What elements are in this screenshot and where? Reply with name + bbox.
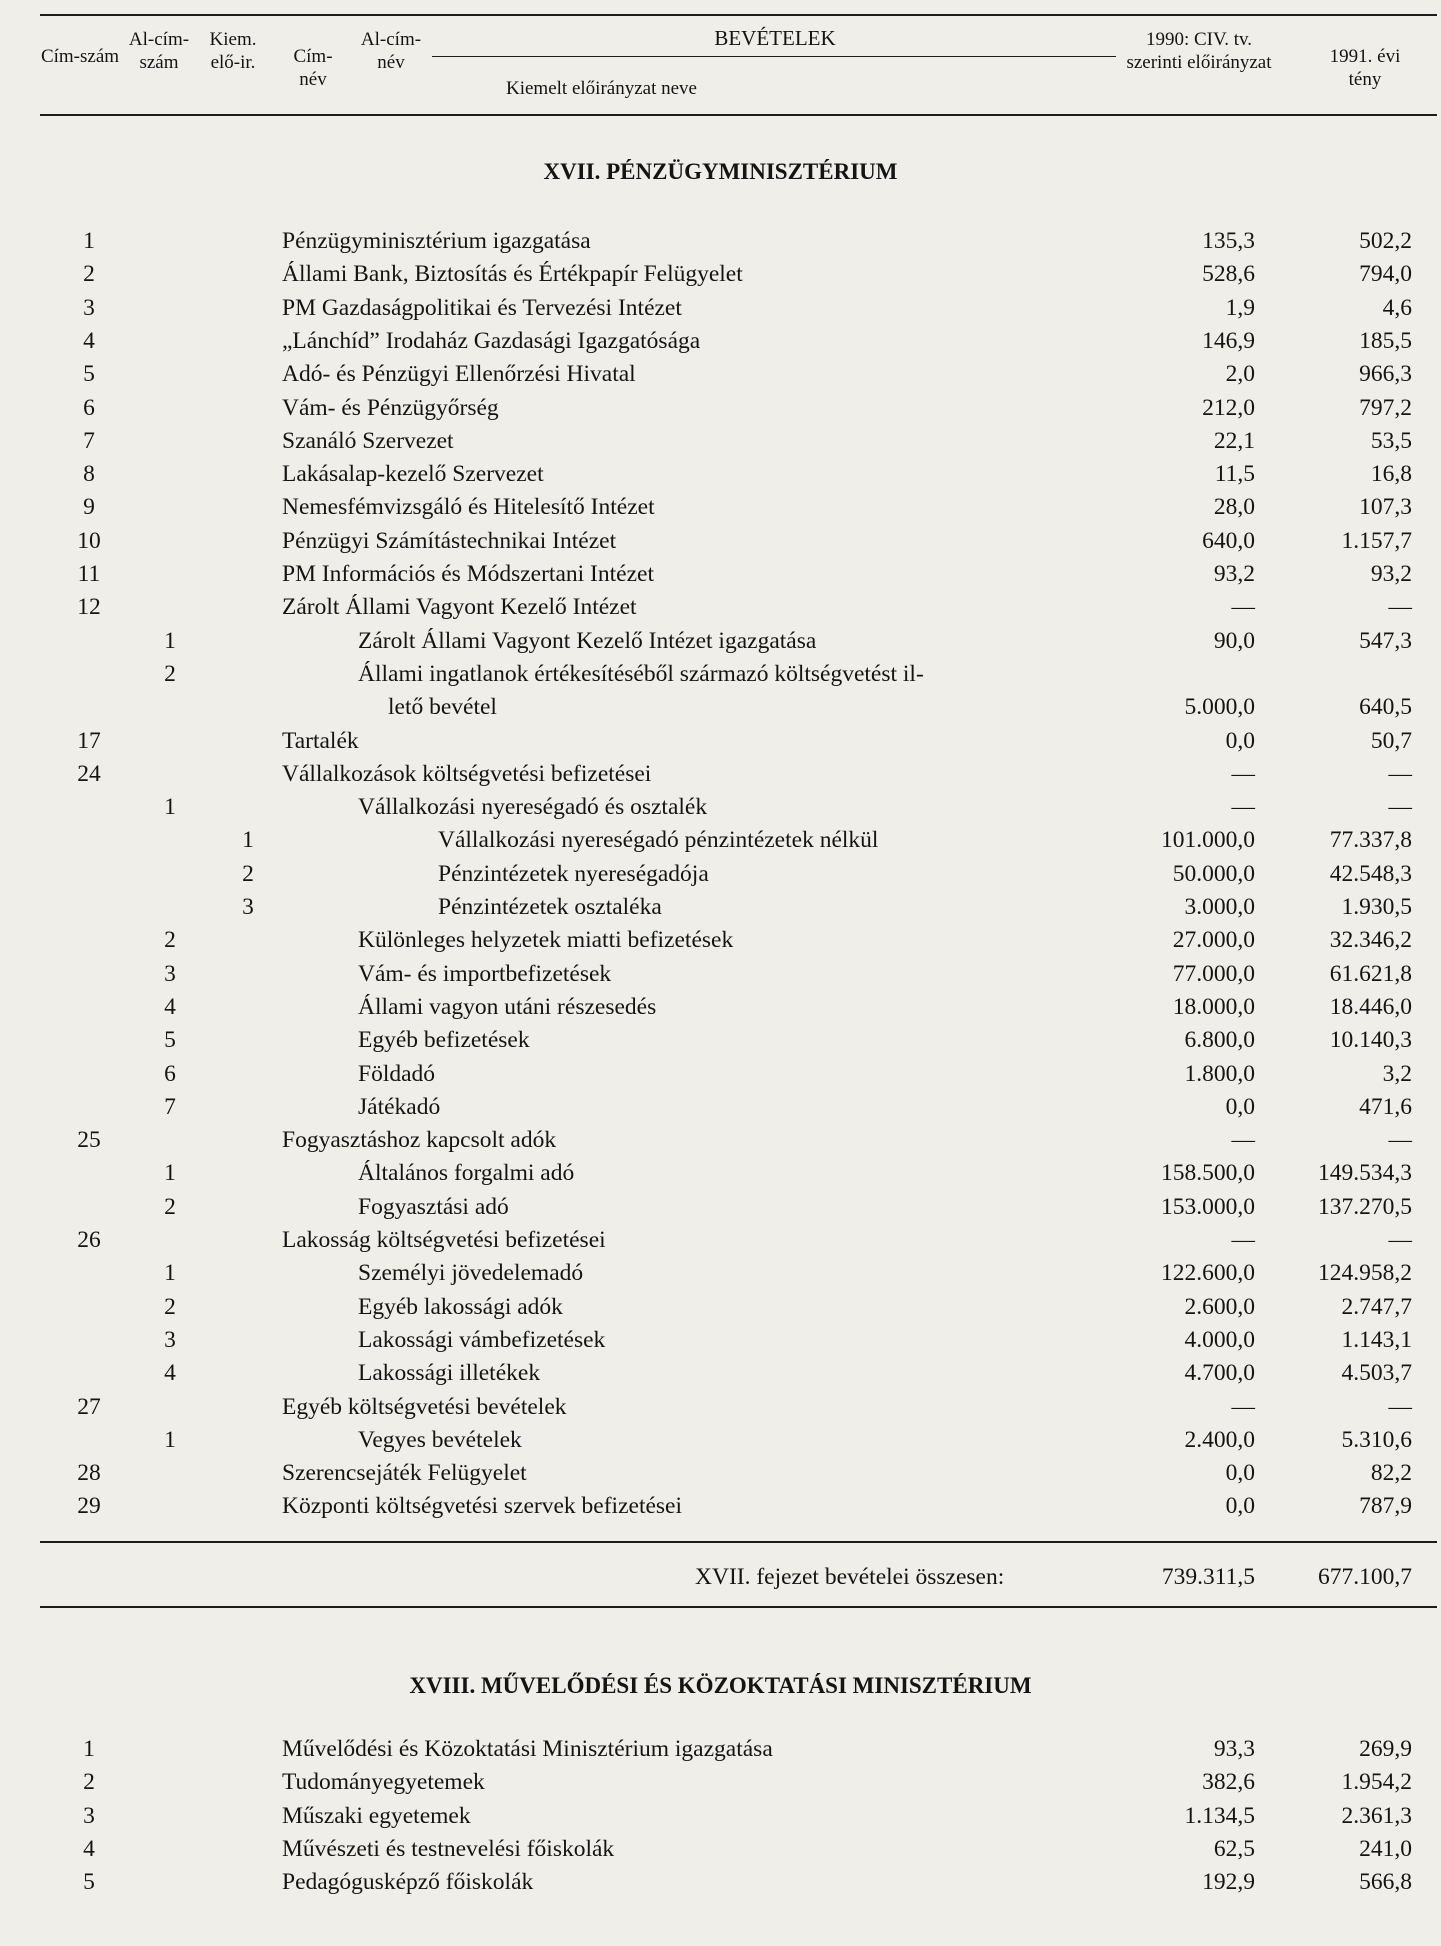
row-name: Állami vagyon utáni részesedés	[358, 993, 657, 1020]
row-name: Vám- és Pénzügyőrség	[282, 394, 499, 421]
header-kiemelt-text: Kiemelt előirányzat neve	[506, 78, 697, 99]
row-value-1991: 1.930,5	[1341, 894, 1412, 920]
table-row	[0, 591, 1441, 624]
row-value-1990: 90,0	[1213, 627, 1255, 654]
row-alcimszam: 1	[164, 1426, 176, 1453]
row-value-1990: 1,9	[1225, 294, 1255, 321]
row-cimszam: 7	[83, 427, 95, 454]
row-value-1991: 61.621,8	[1329, 960, 1412, 987]
row-value-1990: 1.800,0	[1184, 1060, 1255, 1087]
table-row	[0, 791, 1441, 824]
row-value-1991: 42.548,3	[1329, 860, 1412, 887]
row-value-1991: 77.337,8	[1329, 827, 1412, 854]
row-value-1991: —	[1388, 1227, 1412, 1253]
header-bevetelek-text: BEVÉTELEK	[714, 26, 836, 50]
row-value-1990: 0,0	[1225, 1460, 1255, 1487]
row-kiemelo: 1	[242, 827, 254, 854]
row-name: Földadó	[358, 1060, 436, 1087]
row-cimszam: 9	[83, 494, 95, 521]
row-value-1991: 5.310,6	[1341, 1426, 1412, 1453]
row-value-1991: 797,2	[1359, 394, 1412, 421]
row-name: Személyi jövedelemadó	[358, 1260, 584, 1287]
table-row	[0, 958, 1441, 991]
header-kiemelo-text: Kiem. elő-ir.	[209, 29, 257, 73]
row-alcimszam: 1	[164, 1160, 176, 1187]
row-value-1991: 502,2	[1359, 228, 1412, 254]
row-cimszam: 6	[83, 394, 95, 421]
row-value-1991: 2.361,3	[1341, 1802, 1412, 1829]
row-alcimszam: 1	[164, 627, 176, 654]
total-value-1990: 739.311,5	[1161, 1564, 1255, 1590]
row-cimszam: 3	[83, 294, 95, 321]
row-kiemelo: 3	[242, 894, 254, 920]
header-bottom-rule	[40, 114, 1437, 116]
row-name: Vám- és importbefizetések	[358, 960, 612, 987]
row-value-1991: —	[1388, 1393, 1412, 1420]
row-value-1990: 27.000,0	[1172, 927, 1255, 954]
row-name: Pénzintézetek osztaléka	[438, 894, 662, 920]
table-row	[0, 758, 1441, 791]
header-col1990	[1125, 28, 1273, 74]
row-value-1991: 966,3	[1359, 361, 1412, 388]
row-value-1990: 6.800,0	[1184, 1027, 1255, 1054]
row-value-1990: 192,9	[1202, 1869, 1255, 1896]
row-name: Tartalék	[282, 727, 359, 754]
row-name: Vállalkozási nyereségadó pénzintézetek nélkül	[438, 827, 879, 854]
section-title-xviii: XVIII. MŰVELŐDÉSI ÉS KÖZOKTATÁSI MINISZTÉRIUM	[409, 1673, 1032, 1698]
row-alcimszam: 6	[164, 1060, 176, 1087]
row-name: Lakossági vámbefizetések	[358, 1326, 606, 1353]
row-value-1991: —	[1388, 1127, 1412, 1154]
row-value-1991: —	[1388, 760, 1412, 787]
row-value-1990: 22,1	[1213, 427, 1255, 454]
total-bottom-rule	[40, 1606, 1437, 1608]
table-row	[0, 525, 1441, 558]
header-alcimnev-text: Al-cím-név	[360, 29, 422, 73]
row-name: Pénzügyminisztérium igazgatása	[282, 228, 591, 254]
table-row	[0, 1291, 1441, 1324]
row-value-1991: —	[1388, 794, 1412, 821]
table-row	[0, 1733, 1441, 1766]
header-cimszam	[40, 45, 120, 68]
row-name: Zárolt Állami Vagyont Kezelő Intézet	[282, 594, 637, 621]
table-row	[0, 1800, 1441, 1833]
row-value-1990: —	[1231, 1127, 1255, 1154]
row-value-1991: 10.140,3	[1329, 1027, 1412, 1054]
table-row	[0, 1391, 1441, 1424]
row-value-1990: 153.000,0	[1161, 1193, 1255, 1220]
header-cimnev	[284, 45, 342, 91]
row-value-1990: 93,3	[1213, 1736, 1255, 1762]
table-row	[0, 1766, 1441, 1799]
row-name: „Lánchíd” Irodaház Gazdasági Igazgatósága	[282, 327, 701, 354]
row-value-1990: —	[1231, 1227, 1255, 1253]
row-alcimszam: 2	[164, 660, 176, 687]
row-value-1990: 0,0	[1225, 1493, 1255, 1520]
row-value-1991: 1.954,2	[1341, 1769, 1412, 1796]
row-value-1991: 1.157,7	[1341, 527, 1412, 554]
row-name: Egyéb befizetések	[358, 1027, 530, 1054]
row-cimszam: 1	[83, 228, 95, 254]
row-name: Szerencsejáték Felügyelet	[282, 1460, 527, 1487]
row-name: Nemesfémvizsgáló és Hitelesítő Intézet	[282, 494, 655, 521]
table-row	[0, 1058, 1441, 1091]
row-value-1991: 566,8	[1359, 1869, 1412, 1896]
table-row	[0, 1024, 1441, 1057]
row-name: Tudományegyetemek	[282, 1769, 485, 1796]
row-value-1991: 185,5	[1359, 327, 1412, 354]
row-value-1991: 93,2	[1370, 561, 1412, 587]
row-name: Fogyasztáshoz kapcsolt adók	[282, 1127, 557, 1154]
table-row	[0, 558, 1441, 591]
row-value-1990: 135,3	[1202, 228, 1255, 254]
table-row	[0, 991, 1441, 1024]
row-value-1990: 640,0	[1202, 527, 1255, 554]
row-cimszam: 11	[77, 561, 101, 587]
header-col1991-text: 1991. évi tény	[1329, 46, 1401, 90]
header-col1991	[1320, 45, 1410, 91]
table-row	[0, 1191, 1441, 1224]
row-cimszam: 17	[77, 727, 101, 754]
row-alcimszam: 3	[164, 1326, 176, 1353]
table-row	[0, 658, 1441, 725]
table-row	[0, 1157, 1441, 1190]
row-cimszam: 8	[83, 461, 95, 488]
table-row	[0, 891, 1441, 924]
row-value-1991: 640,5	[1359, 694, 1412, 721]
row-value-1990: 18.000,0	[1172, 993, 1255, 1020]
row-value-1991: 471,6	[1359, 1093, 1412, 1120]
row-value-1990: —	[1231, 760, 1255, 787]
row-name: Lakosság költségvetési befizetései	[282, 1227, 606, 1253]
row-name: Egyéb költségvetési bevételek	[282, 1393, 567, 1420]
row-value-1990: 4.700,0	[1184, 1360, 1255, 1387]
row-name: PM Gazdaságpolitikai és Tervezési Intézet	[282, 294, 682, 321]
table-row	[0, 392, 1441, 425]
row-alcimszam: 2	[164, 1293, 176, 1320]
row-value-1991: 269,9	[1359, 1736, 1412, 1762]
row-value-1991: 4.503,7	[1341, 1360, 1412, 1387]
row-cimszam: 12	[77, 594, 101, 621]
row-name: Műszaki egyetemek	[282, 1802, 471, 1829]
row-value-1990: 146,9	[1202, 327, 1255, 354]
row-value-1991: 18.446,0	[1329, 993, 1412, 1020]
row-value-1990: 11,5	[1214, 461, 1255, 488]
row-value-1991: 124.958,2	[1318, 1260, 1412, 1287]
table-row	[0, 858, 1441, 891]
row-value-1990: —	[1231, 1393, 1255, 1420]
row-value-1990: 1.134,5	[1184, 1802, 1255, 1829]
table-row	[0, 458, 1441, 491]
row-value-1990: —	[1231, 594, 1255, 621]
row-value-1990: 77.000,0	[1172, 960, 1255, 987]
row-value-1990: —	[1231, 794, 1255, 821]
header-kiemelo	[200, 28, 266, 74]
row-alcimszam: 2	[164, 1193, 176, 1220]
row-name: Szanáló Szervezet	[282, 427, 454, 454]
row-value-1990: 212,0	[1202, 394, 1255, 421]
row-cimszam: 28	[77, 1460, 101, 1487]
row-name: Általános forgalmi adó	[358, 1160, 575, 1187]
header-kiemelt	[430, 77, 956, 100]
table-row	[0, 824, 1441, 857]
table-row	[0, 1124, 1441, 1157]
row-value-1991: —	[1388, 594, 1412, 621]
row-cimszam: 26	[77, 1227, 101, 1253]
row-name: Művészeti és testnevelési főiskolák	[282, 1835, 615, 1862]
total-value-1991: 677.100,7	[1318, 1564, 1412, 1590]
header-alcimszam-text: Al-cím-szám	[128, 29, 190, 73]
row-value-1990: 0,0	[1225, 727, 1255, 754]
row-cimszam: 4	[83, 327, 95, 354]
table-row	[0, 1091, 1441, 1124]
table-row	[0, 325, 1441, 358]
row-kiemelo: 2	[242, 860, 254, 887]
row-cimszam: 10	[77, 527, 101, 554]
table-row	[0, 358, 1441, 391]
row-value-1990: 3.000,0	[1184, 894, 1255, 920]
row-name: PM Információs és Módszertani Intézet	[282, 561, 654, 587]
row-name: Vegyes bevételek	[358, 1426, 522, 1453]
row-alcimszam: 1	[164, 1260, 176, 1287]
header-bevetelek	[430, 27, 1120, 50]
row-value-1991: 50,7	[1370, 727, 1412, 754]
row-name: Pénzintézetek nyereségadója	[438, 860, 709, 887]
table-row	[0, 1257, 1441, 1290]
row-value-1991: 32.346,2	[1329, 927, 1412, 954]
table-row	[0, 1357, 1441, 1390]
row-value-1990: 4.000,0	[1184, 1326, 1255, 1353]
row-value-1991: 2.747,7	[1341, 1293, 1412, 1320]
row-value-1990: 101.000,0	[1161, 827, 1255, 854]
row-value-1990: 50.000,0	[1172, 860, 1255, 887]
row-cimszam: 3	[83, 1802, 95, 1829]
row-value-1990: 2.400,0	[1184, 1426, 1255, 1453]
row-cimszam: 24	[77, 760, 101, 787]
row-alcimszam: 4	[164, 1360, 176, 1387]
total-top-rule	[40, 1541, 1437, 1543]
row-name: Játékadó	[358, 1093, 441, 1120]
row-value-1991: 794,0	[1359, 261, 1412, 288]
table-row	[0, 292, 1441, 325]
row-cimszam: 4	[83, 1835, 95, 1862]
row-alcimszam: 1	[164, 794, 176, 821]
row-name: Pedagógusképző főiskolák	[282, 1869, 534, 1896]
row-name: Állami ingatlanok értékesítéséből származó költségvetést il-	[358, 660, 924, 687]
header-cimnev-text: Cím-név	[293, 46, 333, 90]
row-cimszam: 5	[83, 361, 95, 388]
row-name: Lakásalap-kezelő Szervezet	[282, 461, 544, 488]
header-alcimszam	[126, 28, 192, 74]
top-rule	[40, 14, 1437, 16]
row-alcimszam: 2	[164, 927, 176, 954]
row-value-1991: 137.270,5	[1318, 1193, 1412, 1220]
row-name: Lakossági illetékek	[358, 1360, 541, 1387]
table-row	[0, 425, 1441, 458]
table-row	[0, 1224, 1441, 1257]
row-value-1991: 1.143,1	[1341, 1326, 1412, 1353]
row-value-1990: 28,0	[1213, 494, 1255, 521]
header-col1990-text: 1990: CIV. tv. szerinti előirányzat	[1126, 29, 1272, 73]
table-row	[0, 1833, 1441, 1866]
row-value-1990: 2.600,0	[1184, 1293, 1255, 1320]
row-cimszam: 2	[83, 1769, 95, 1796]
row-value-1991: 82,2	[1370, 1460, 1412, 1487]
table-row	[0, 924, 1441, 957]
row-cimszam: 5	[83, 1869, 95, 1896]
row-name: Állami Bank, Biztosítás és Értékpapír Felügyelet	[282, 261, 743, 288]
table-row	[0, 225, 1441, 258]
row-cimszam: 1	[83, 1736, 95, 1762]
row-name: Vállalkozások költségvetési befizetései	[282, 760, 652, 787]
table-row	[0, 258, 1441, 291]
row-value-1991: 107,3	[1359, 494, 1412, 521]
row-value-1990: 382,6	[1202, 1769, 1255, 1796]
header-alcimnev	[360, 28, 422, 74]
row-value-1990: 528,6	[1202, 261, 1255, 288]
row-cimszam: 29	[77, 1493, 101, 1520]
row-value-1990: 5.000,0	[1184, 694, 1255, 721]
row-name: Művelődési és Közoktatási Minisztérium igazgatása	[282, 1736, 773, 1762]
header-cimszam-text: Cím-szám	[40, 46, 120, 67]
row-value-1991: 241,0	[1359, 1835, 1412, 1862]
table-row	[0, 625, 1441, 658]
row-value-1990: 62,5	[1213, 1835, 1255, 1862]
row-name: Különleges helyzetek miatti befizetések	[358, 927, 734, 954]
row-name: Központi költségvetési szervek befizetései	[282, 1493, 683, 1520]
row-value-1990: 93,2	[1213, 561, 1255, 587]
row-value-1991: 53,5	[1370, 427, 1412, 454]
row-cimszam: 2	[83, 261, 95, 288]
row-name: Zárolt Állami Vagyont Kezelő Intézet igazgatása	[358, 627, 817, 654]
table-row	[0, 1866, 1441, 1899]
row-value-1991: 547,3	[1359, 627, 1412, 654]
row-cimszam: 27	[77, 1393, 101, 1420]
row-name: Egyéb lakossági adók	[358, 1293, 563, 1320]
row-alcimszam: 7	[164, 1093, 176, 1120]
table-row	[0, 725, 1441, 758]
row-value-1991: 4,6	[1382, 294, 1412, 321]
table-row	[0, 1424, 1441, 1457]
row-name-continuation: lető bevétel	[388, 694, 497, 721]
row-value-1991: 3,2	[1382, 1060, 1412, 1087]
row-value-1991: 787,9	[1359, 1493, 1412, 1520]
row-name: Pénzügyi Számítástechnikai Intézet	[282, 527, 617, 554]
row-alcimszam: 4	[164, 993, 176, 1020]
table-row	[0, 491, 1441, 524]
row-value-1990: 2,0	[1225, 361, 1255, 388]
row-name: Fogyasztási adó	[358, 1193, 509, 1220]
row-value-1990: 158.500,0	[1161, 1160, 1255, 1187]
total-label: XVII. fejezet bevételei összesen:	[695, 1564, 1005, 1590]
row-alcimszam: 5	[164, 1027, 176, 1054]
table-row	[0, 1457, 1441, 1490]
row-name: Adó- és Pénzügyi Ellenőrzési Hivatal	[282, 361, 636, 388]
row-value-1990: 0,0	[1225, 1093, 1255, 1120]
row-alcimszam: 3	[164, 960, 176, 987]
row-cimszam: 25	[77, 1127, 101, 1154]
table-row	[0, 1490, 1441, 1523]
row-name: Vállalkozási nyereségadó és osztalék	[358, 794, 708, 821]
header-subrule	[432, 56, 1116, 57]
table-row	[0, 1324, 1441, 1357]
section-title-xvii: XVII. PÉNZÜGYMINISZTÉRIUM	[543, 159, 898, 184]
row-value-1991: 16,8	[1370, 461, 1412, 488]
row-value-1991: 149.534,3	[1318, 1160, 1412, 1187]
row-value-1990: 122.600,0	[1161, 1260, 1255, 1287]
